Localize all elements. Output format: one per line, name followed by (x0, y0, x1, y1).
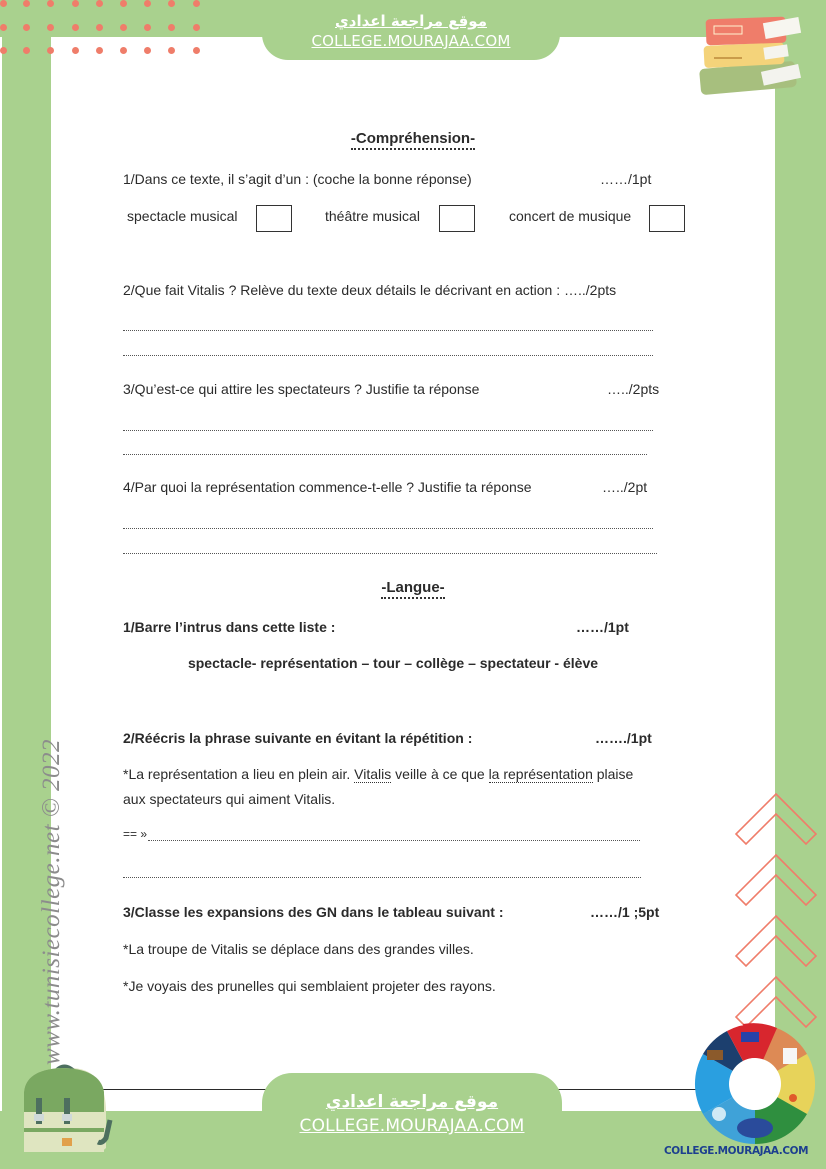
footer-site-url-link[interactable]: COLLEGE.MOURAJAA.COM (299, 1116, 525, 1136)
footer-logo-label[interactable]: COLLEGE.MOURAJAA.COM (664, 1144, 809, 1157)
langue-question-3-points: ……/1 ;5pt (590, 904, 660, 920)
answer-line[interactable] (148, 840, 640, 841)
question-1-points: ……/1pt (600, 171, 652, 187)
question-3-points: …../2pts (607, 381, 660, 397)
subjects-wheel-logo-icon[interactable] (693, 1022, 817, 1146)
question-1-text: 1/Dans ce texte, il s’agit d’un : (coche la bonne réponse) (123, 171, 472, 187)
option-label-concert: concert de musique (509, 208, 632, 224)
answer-line[interactable] (123, 528, 653, 529)
answer-prefix: == » (123, 827, 148, 841)
checkbox-spectacle-musical[interactable] (256, 205, 292, 232)
section-title-comprehension: -Compréhension- (0, 130, 826, 147)
underlined-word-vitalis: Vitalis (354, 766, 392, 782)
footer-site-banner[interactable] (262, 1073, 562, 1169)
header-site-url-link[interactable]: COLLEGE.MOURAJAA.COM (311, 32, 511, 50)
word-list-intrus[interactable]: spectacle- représentation – tour – collège – spectateur - élève (187, 655, 599, 671)
watermark-copyright: www.tunisiecollege.net © 2022 (38, 738, 65, 1065)
option-label-theatre: théâtre musical (325, 208, 420, 224)
answer-line[interactable] (123, 454, 647, 455)
answer-line[interactable] (123, 355, 653, 356)
gn-sentence-1: *La troupe de Vitalis se déplace dans des grandes villes. (123, 941, 474, 957)
chevron-up-decoration-icon (730, 790, 826, 1030)
checkbox-theatre-musical[interactable] (439, 205, 475, 232)
question-4-text: 4/Par quoi la représentation commence-t-elle ? Justifie ta réponse (123, 479, 532, 495)
books-stack-icon (692, 10, 804, 95)
underlined-phrase-representation: la représentation (488, 766, 593, 782)
langue-question-1-points: ……/1pt (576, 619, 629, 635)
answer-line[interactable] (123, 877, 641, 878)
langue-question-3-text: 3/Classe les expansions des GN dans le tableau suivant : (123, 904, 504, 920)
answer-line[interactable] (123, 430, 653, 431)
question-4-points: …../2pt (602, 479, 648, 495)
header-site-banner[interactable] (262, 0, 560, 60)
langue-question-1-text: 1/Barre l’intrus dans cette liste : (123, 619, 336, 635)
gn-sentence-2: *Je voyais des prunelles qui semblaient projeter des rayons. (123, 978, 496, 994)
question-3-text: 3/Qu’est-ce qui attire les spectateurs ? Justifie ta réponse (123, 381, 480, 397)
answer-line[interactable] (123, 330, 653, 331)
answer-line[interactable] (123, 553, 657, 554)
langue-question-2-points: ……./1pt (595, 730, 652, 746)
header-site-name: موقع مراجعة اعدادي (335, 12, 487, 30)
option-label-spectacle: spectacle musical (127, 208, 238, 224)
backpack-icon (14, 1058, 114, 1158)
decorative-dot-grid (0, 0, 215, 60)
langue-question-2-text: 2/Réécris la phrase suivante en évitant la répétition : (123, 730, 473, 746)
checkbox-concert-de-musique[interactable] (649, 205, 685, 232)
repetition-sentence: *La représentation a lieu en plein air. Vitalis veille à ce que la représentation plaise aux spectateurs qui aiment Vitalis. (123, 766, 634, 807)
footer-site-name: موقع مراجعة اعدادي (325, 1092, 499, 1112)
section-title-langue: -Langue- (0, 579, 826, 596)
question-2-text: 2/Que fait Vitalis ? Relève du texte deux détails le décrivant en action : …../2pts (123, 282, 617, 298)
